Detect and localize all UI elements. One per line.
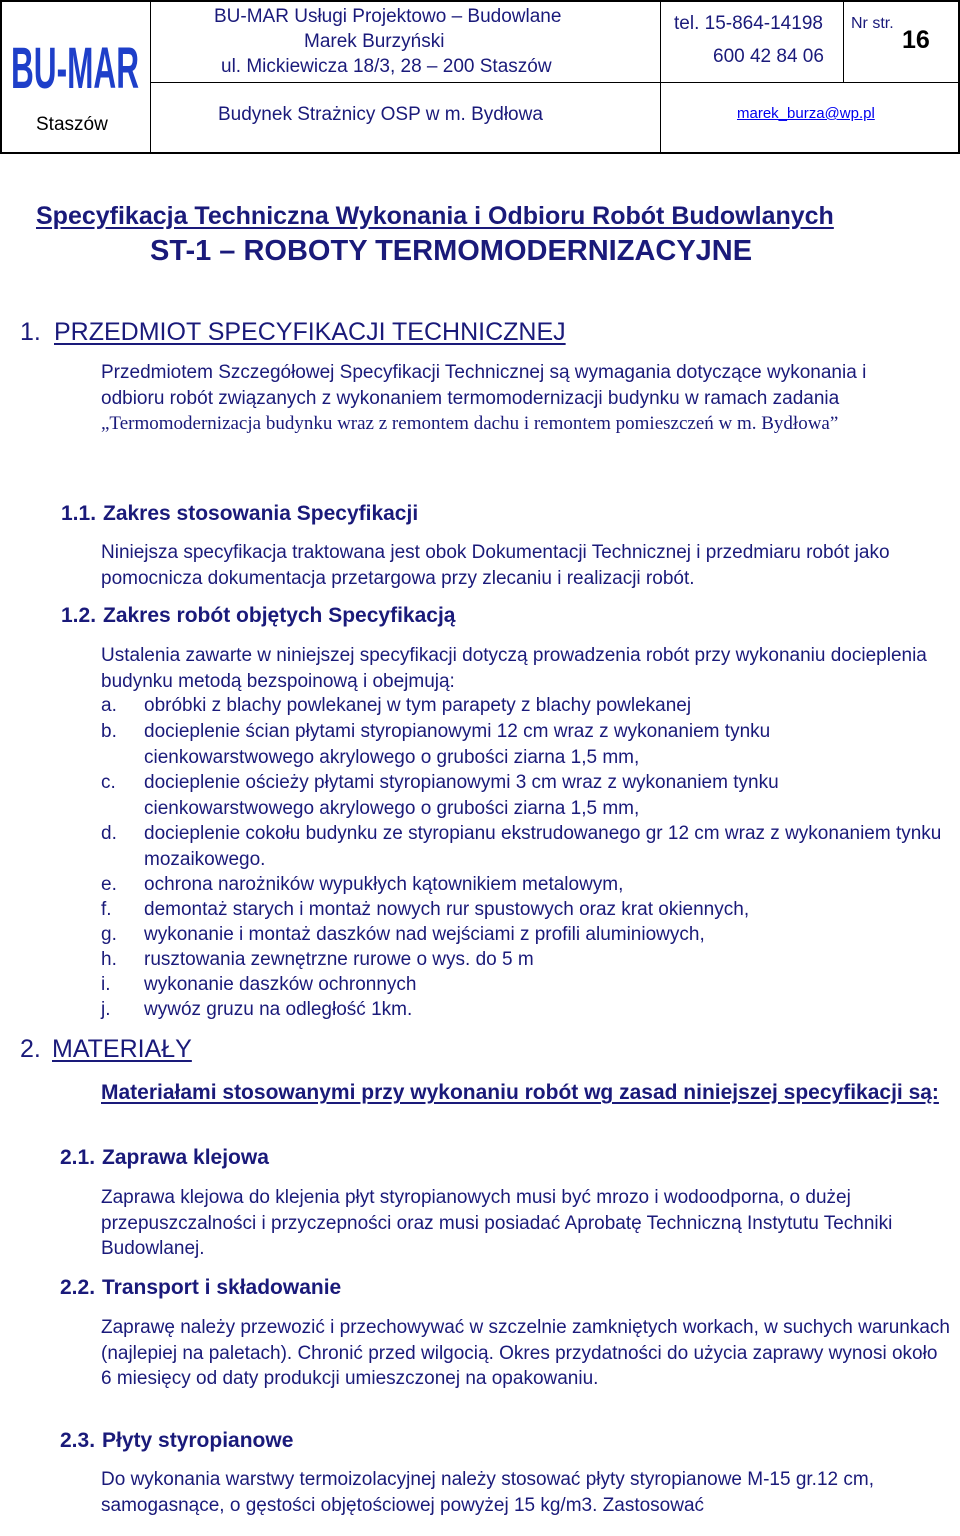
section-1-intro: [101, 360, 891, 437]
section-2-3-text: Do wykonania warstwy termoizolacyjnej należy stosować płyty styropianowe M-15 gr.12 cm, samogasnące, o gęstości objętościowej powyżej 15 kg/m3. Zastosować: [101, 1469, 874, 1516]
section-2-2-number: 2.2.: [60, 1276, 96, 1299]
document-subtitle: ST-1 – ROBOTY TERMOMODERNIZACYJNE: [150, 235, 753, 267]
email-link[interactable]: marek_burza@wp.pl: [737, 105, 875, 122]
company-address: ul. Mickiewicza 18/3, 28 – 200 Staszów: [221, 56, 552, 77]
section-1-intro-text: Przedmiotem Szczegółowej Specyfikacji Technicznej są wymagania dotyczące wykonania i odbioru robót związanych z wykonaniem termomodernizacji budynku w ramach zadania: [101, 362, 867, 409]
section-2-3-number: 2.3.: [60, 1429, 96, 1452]
header-divider-1: [150, 0, 151, 154]
company-logo: [8, 30, 142, 102]
header-divider-horizontal: [150, 82, 960, 83]
page-label: Nr str.: [851, 15, 894, 32]
section-1-1-text: Niniejsza specyfikacja traktowana jest obok Dokumentacji Technicznej i przedmiaru robót jako pomocnicza dokumentacja przetargowa przy zlecaniu i realizacji robót.: [101, 542, 890, 589]
section-2-1-heading: Zaprawa klejowa: [102, 1146, 269, 1169]
section-1-1-number: 1.1.: [61, 502, 97, 525]
header-divider-3: [843, 0, 844, 82]
section-1-number: 1.: [20, 318, 41, 346]
page-number: 16: [902, 26, 930, 54]
header-divider-2: [660, 0, 661, 154]
header-border-top: [0, 0, 960, 2]
section-1-2-number: 1.2.: [61, 604, 97, 627]
phone-line-2: 600 42 84 06: [713, 46, 824, 67]
section-1-2-heading: Zakres robót objętych Specyfikacją: [103, 604, 456, 627]
section-2-2-text: Zaprawę należy przewozić i przechowywać w szczelnie zamkniętych workach, w suchych warunkach (najlepiej na paletach). Chronić przed wilgocią. Okres przydatności do użycia zaprawy wynosi około 6 miesięcy od daty produkcji umieszczonej na opakowaniu.: [101, 1317, 950, 1389]
section-2-intro: Materiałami stosowanymi przy wykonaniu robót wg zasad niniejszej specyfikacji są:: [101, 1081, 939, 1104]
section-2-1-text: Zaprawa klejowa do klejenia płyt styropianowych musi być mrozo i wodoodporna, o dużej przepuszczalności i przyczepności oraz musi posiadać Aprobatę Techniczną Instytutu Techniki Budowlanej.: [101, 1187, 893, 1259]
svg-text:BU-MAR: BU-MAR: [11, 36, 139, 101]
header-city: Staszów: [36, 114, 108, 135]
phone-line-1: tel. 15-864-14198: [674, 13, 823, 34]
header-border-left: [0, 0, 2, 154]
section-1-heading: PRZEDMIOT SPECYFIKACJI TECHNICZNEJ: [54, 318, 566, 346]
section-1-task-name: „Termomodernizacja budynku wraz z remontem dachu i remontem pomieszczeń w m. Bydłowa”: [101, 413, 839, 434]
company-name: BU-MAR Usługi Projektowo – Budowlane: [214, 6, 562, 27]
section-2-2-heading: Transport i składowanie: [102, 1276, 342, 1299]
header-border-bottom: [0, 152, 960, 154]
section-2-1-number: 2.1.: [60, 1146, 96, 1169]
section-2-number: 2.: [20, 1035, 41, 1063]
document-title: Specyfikacja Techniczna Wykonania i Odbioru Robót Budowlanych: [36, 202, 834, 230]
section-1-2-text: Ustalenia zawarte w niniejszej specyfikacji dotyczą prowadzenia robót przy wykonaniu docieplenia budynku metodą bezspoinową i obejmują:: [101, 645, 927, 692]
section-1-1-heading: Zakres stosowania Specyfikacji: [103, 502, 419, 525]
section-2-heading: MATERIAŁY: [52, 1035, 192, 1063]
project-name: Budynek Strażnicy OSP w m. Bydłowa: [218, 104, 543, 125]
company-owner: Marek Burzyński: [304, 31, 445, 52]
section-2-3-heading: Płyty styropianowe: [102, 1429, 294, 1452]
